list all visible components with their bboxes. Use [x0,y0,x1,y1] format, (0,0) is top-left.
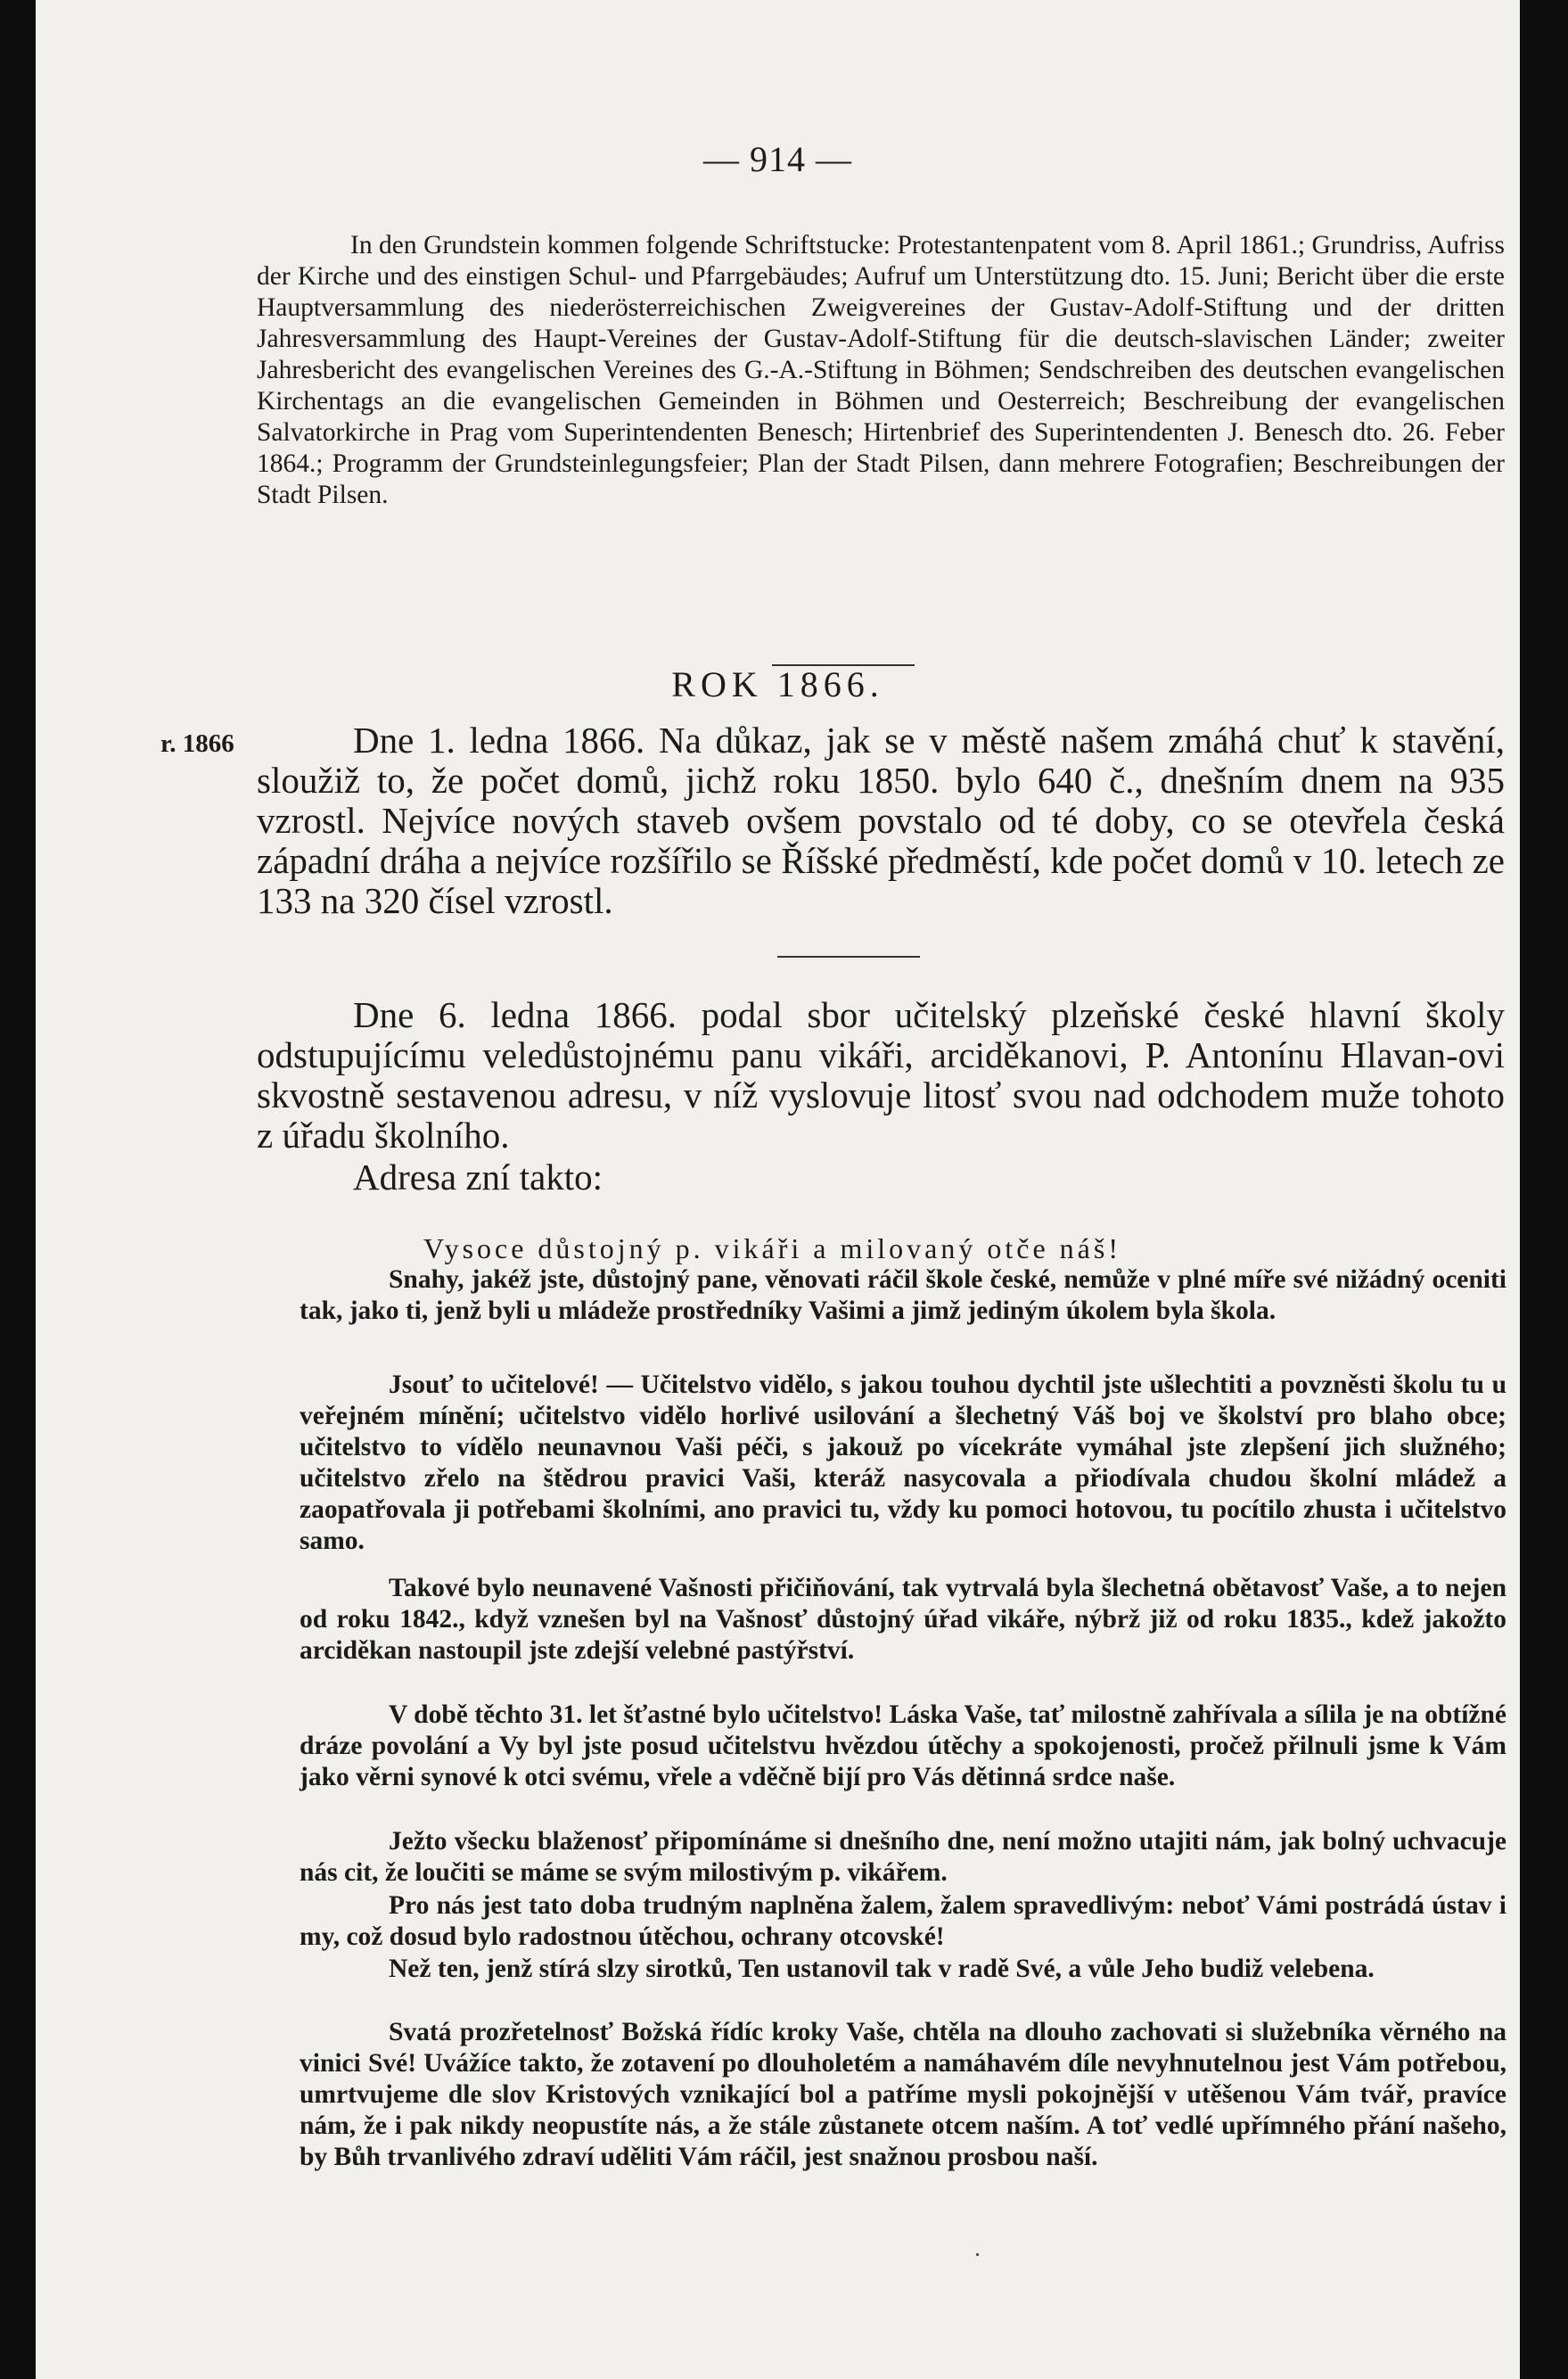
document-page [36,0,1520,2379]
address-paragraph: Takové bylo neunavené Vašnosti přičiňování, tak vytrvalá byla šlechetná obětavosť Vaše, a to nejen od roku 1842., když vznešen byl na Vašnosť důstojný úřad vikáře, nýbrž již od roku 1835., kdež jakožto arciděkan nastoupil jste zdejší velebné pastýřství. [300,1574,1506,1665]
address-paragraph: Svatá prozřetelnosť Božská řídíc kroky Vaše, chtěla na dlouho zachovati si služebníka věrného na vinici Své! Uvážíce takto, že zotavení po dlouholetém a namáhavém díle nevyhnutelnou jest Vám potřebou, umrtvujeme dle slov Kristových vznikající bol a patříme mysli pokojnější v utěšenou Vám tvář, pravíce nám, že i pak nikdy neopustíte nás, a že stále zůstanete otcem naším. A toť vedlé upřímného přání našeho, by Bůh trvanlivého zdraví uděliti Vám ráčil, jest snažnou prosbou naší. [300,2018,1506,2171]
address-paragraph: Než ten, jenž stírá slzy sirotků, Ten ustanovil tak v radě Své, a vůle Jeho budiž velebena. [389,1955,1375,1983]
ink-speck [976,2253,979,2256]
address-intro: Adresa zní takto: [353,1157,603,1198]
entry-divider [777,956,920,958]
entry-1-january: Dne 1. ledna 1866. Na důkaz, jak se v městě našem zmáhá chuť k stavění, sloužiž to, že počet domů, jichž roku 1850. bylo 640 č., dnešním dnem na 935 vzrostl. Nejvíce nových staveb ovšem povstalo od té doby, co se otevřela česká západní dráha a nejvíce rozšířilo se Říšské předměstí, kde počet domů v 10. letech ze 133 na 320 čísel vzrostl. [257,720,1505,921]
margin-note: r. 1866 [160,729,234,758]
address-paragraph: Ježto všecku blaženosť připomínáme si dnešního dne, není možno utajiti nám, jak bolný uchvacuje nás cit, že loučiti se máme se svým milostivým p. vikářem. [300,1827,1506,1887]
entry-6-january: Dne 6. ledna 1866. podal sbor učitelský plzeňské české hlavní školy odstupujícímu veledůstojnému panu vikáři, arciděkanovi, P. Antonínu Hlavan-ovi skvostně sestavenou adresu, v níž vyslovuje litosť svou nad odchodem muže tohoto z úřadu školního. [257,994,1505,1156]
scan-edge [1520,0,1568,2379]
address-paragraph: V době těchto 31. let šťastné bylo učitelstvo! Láska Vaše, tať milostně zahřívala a sílila je na obtížné dráze povolání a Vy byl jste posud učitelstvu hvězdou útěchy a spokojenosti, pročež přilnuli jsme k Vám jako věrni synové k otci svému, vřele a vděčně bijí pro Vás dětinná srdce naše. [300,1700,1506,1791]
address-salutation: Vysoce důstojný p. vikáři a milovaný otče náš! [423,1232,1121,1264]
address-paragraph: Jsouť to učitelové! — Učitelstvo vidělo, s jakou touhou dychtil jste ušlechtiti a povzněsti školu tu u veřejném mínění; učitelstvo vidělo horlivé usilování a šlechetný Váš boj ve školství pro blaho obce; učitelstvo to vídělo neunavnou Vaši péči, s jakouž po vícekráte vymáhal jste zlepšení jich služného; učitelstvo zřelo na štědrou pravici Vaši, kteráž nasycovala a přiodívala chudou školní mládež a zaopatřovala ji potřebami školními, ano pravici tu, vždy ku pomoci hotovou, tu pocítilo zhusta i učitelstvo samo. [300,1371,1506,1555]
year-heading: ROK 1866. [671,664,884,704]
address-paragraph: Pro nás jest tato doba trudným naplněna žalem, žalem spravedlivým: neboť Vámi postrádá ústav i my, což dosud bylo radostnou útěchou, ochrany otcovské! [300,1891,1506,1951]
german-paragraph: In den Grundstein kommen folgende Schriftstucke: Protestantenpatent vom 8. April 1861.; Grundriss, Aufriss der Kirche und des einstigen Schul- und Pfarrgebäudes; Aufruf um Unterstützung dto. 15. Juni; Bericht über die erste Hauptversammlung des niederösterreichischen Zweigvereines der Gustav-Adolf-Stiftung und der dritten Jahresversammlung des Haupt-Vereines der Gustav-Adolf-Stiftung für die deutsch-slavischen Länder; zweiter Jahresbericht des evangelischen Vereines des G.-A.-Stiftung in Böhmen; Sendschreiben des deutschen evangelischen Kirchentags an die evangelischen Gemeinden in Böhmen und Oesterreich; Beschreibung der evangelischen Salvatorkirche in Prag vom Superintendenten Benesch; Hirtenbrief des Superintendenten J. Benesch dto. 26. Feber 1864.; Programm der Grundsteinlegungsfeier; Plan der Stadt Pilsen, dann mehrere Fotografien; Beschreibungen der Stadt Pilsen. [257,231,1505,509]
page-number: — 914 — [703,139,852,179]
address-paragraph: Snahy, jakéž jste, důstojný pane, věnovati ráčil škole české, nemůže v plné míře své nižádný oceniti tak, jako ti, jenž byli u mládeže prostředníky Vašimi a jimž jediným úkolem byla škola. [300,1265,1506,1325]
